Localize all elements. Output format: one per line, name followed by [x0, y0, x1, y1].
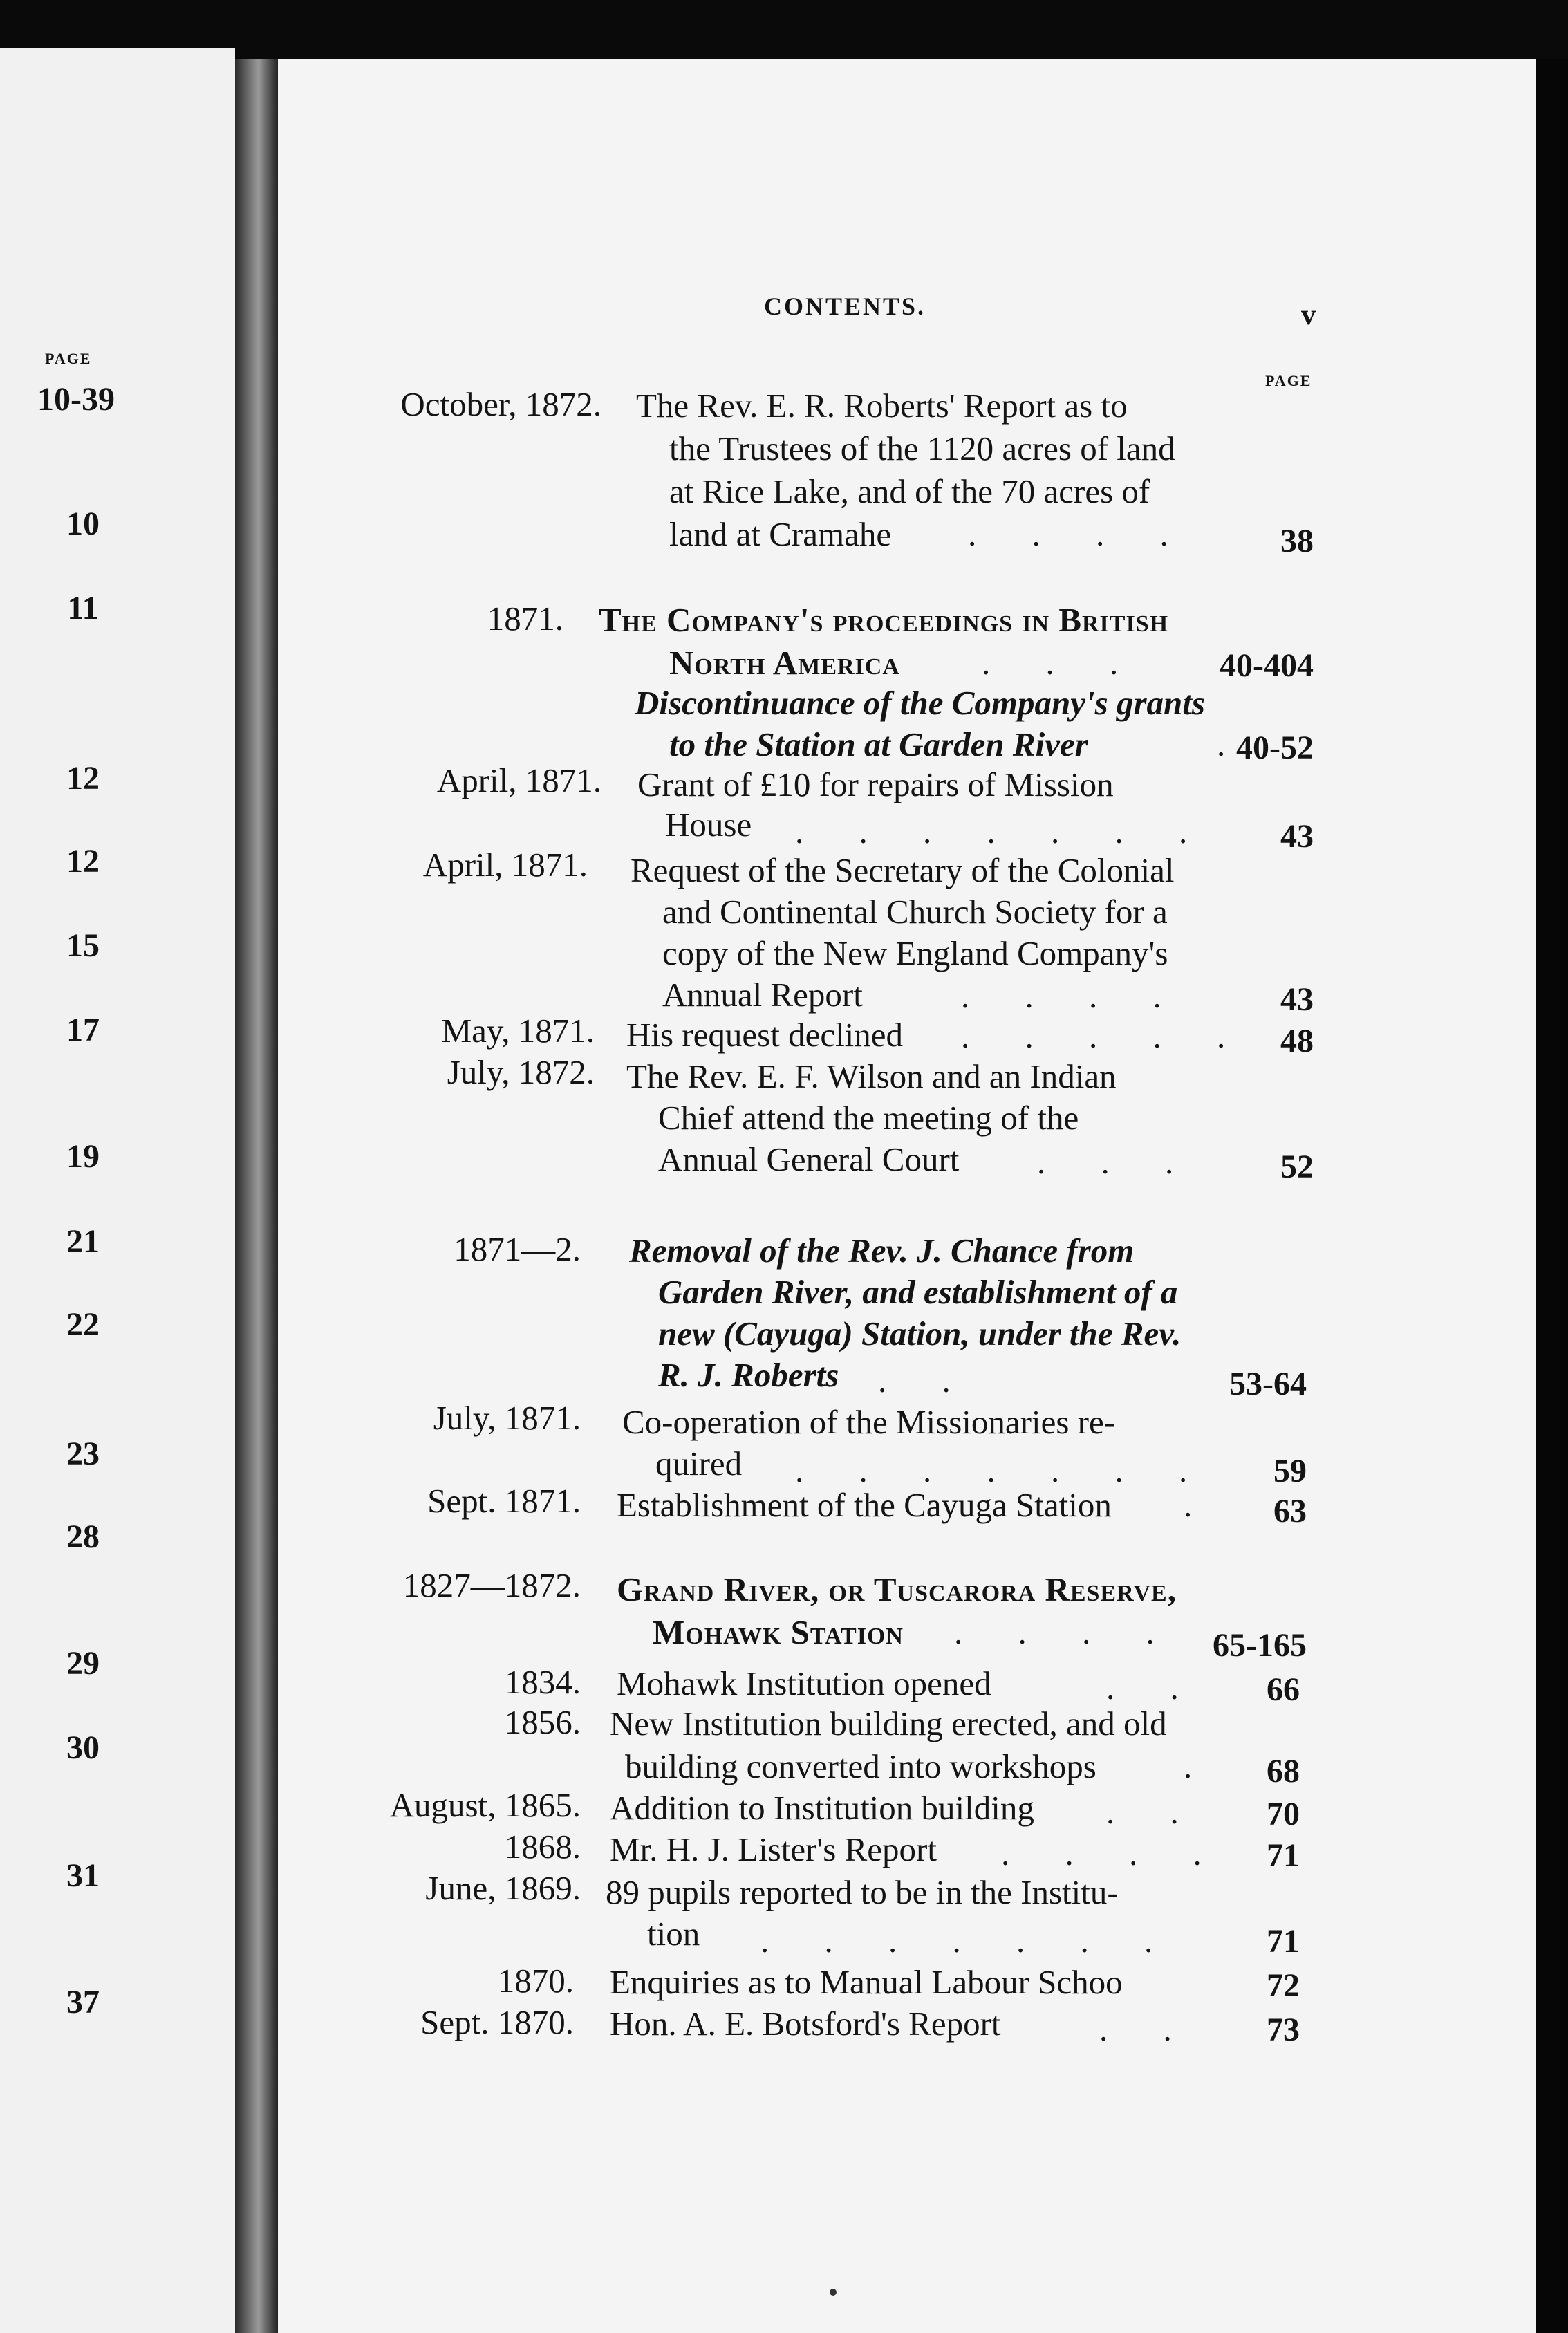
- entry-page-number: 65-165: [1213, 1627, 1307, 1664]
- left-page-number: 19: [66, 1138, 100, 1175]
- entry-date: 1856.: [504, 1703, 581, 1741]
- left-page-number: 17: [66, 1012, 100, 1048]
- page-speck: [830, 2289, 837, 2296]
- entry-date: 1834.: [504, 1663, 581, 1701]
- entry-description-line: His request declined: [626, 1016, 904, 1054]
- entry-date: July, 1871.: [433, 1399, 581, 1437]
- entry-page-number: 40-52: [1236, 729, 1314, 766]
- entry-section-heading: The Company's proceedings in British: [599, 601, 1169, 639]
- entry-description-line: The Rev. E. R. Roberts' Report as to: [636, 387, 1128, 425]
- dot-leader: . . . . . . .: [795, 1451, 1211, 1489]
- entry-date: 1827—1872.: [402, 1566, 581, 1604]
- dot-leader: . . . . .: [961, 1017, 1249, 1055]
- left-page-number: 11: [67, 590, 99, 626]
- page-number-roman: v: [1301, 299, 1316, 331]
- entry-date: August, 1865.: [389, 1786, 581, 1824]
- dot-leader: . . .: [1037, 1143, 1197, 1181]
- page-title: CONTENTS.: [764, 292, 926, 320]
- entry-description-line: Chief attend the meeting of the: [658, 1099, 1079, 1137]
- left-page-number: 22: [66, 1306, 100, 1343]
- entry-page-number: 52: [1280, 1149, 1314, 1185]
- dot-leader: . . . .: [1001, 1834, 1225, 1872]
- entry-page-number: 72: [1267, 1967, 1300, 2004]
- entry-date: Sept. 1870.: [420, 2003, 574, 2041]
- dot-leader: . . . .: [961, 977, 1185, 1015]
- entry-description-line: Establishment of the Cayuga Station: [617, 1486, 1112, 1524]
- left-page-number: 31: [66, 1857, 100, 1894]
- entry-description-line: Grant of £10 for repairs of Mission: [637, 765, 1114, 803]
- dot-leader: .: [1184, 1486, 1193, 1524]
- entry-section-heading: Mohawk Station: [653, 1613, 904, 1651]
- left-page-number: 15: [66, 927, 100, 964]
- entry-description-line: tion: [647, 1915, 700, 1953]
- left-page-number: 10-39: [37, 381, 115, 418]
- entry-page-number: 68: [1267, 1753, 1300, 1790]
- entry-description-line: quired: [655, 1444, 743, 1482]
- entry-description-line: Co-operation of the Missionaries re-: [622, 1403, 1116, 1441]
- left-page-number: 23: [66, 1435, 100, 1472]
- entry-description-line: Enquiries as to Manual Labour Schoo: [610, 1963, 1123, 2001]
- entry-page-number: 71: [1267, 1837, 1300, 1874]
- entry-description-line: at Rice Lake, and of the 70 acres of: [669, 472, 1150, 510]
- entry-date: October, 1872.: [400, 385, 601, 423]
- entry-date: 1871—2.: [454, 1230, 581, 1268]
- entry-subheading: R. J. Roberts: [658, 1356, 839, 1394]
- entry-page-number: 48: [1280, 1023, 1314, 1059]
- dot-leader: . .: [1099, 2010, 1195, 2048]
- entry-date: April, 1871.: [422, 846, 588, 884]
- page-column-label: PAGE: [1265, 372, 1312, 389]
- dot-leader: . .: [1106, 1793, 1202, 1831]
- entry-page-number: 38: [1280, 523, 1314, 559]
- entry-description-line: and Continental Church Society for a: [662, 893, 1168, 931]
- dot-leader: . . . .: [954, 1613, 1178, 1651]
- entry-description-line: Annual General Court: [658, 1140, 960, 1178]
- left-page-number: 21: [66, 1223, 100, 1260]
- entry-page-number: 70: [1267, 1796, 1300, 1832]
- entry-date: Sept. 1871.: [427, 1482, 581, 1520]
- entry-date: 1868.: [504, 1828, 581, 1866]
- left-page-number: 30: [66, 1729, 100, 1766]
- entry-description-line: 89 pupils reported to be in the Institu-: [606, 1873, 1119, 1911]
- dot-leader: . . .: [982, 644, 1142, 682]
- entry-page-number: 53-64: [1229, 1366, 1307, 1402]
- entry-date: June, 1869.: [425, 1869, 581, 1907]
- book-spine: [235, 59, 278, 2333]
- entry-page-number: 59: [1273, 1453, 1307, 1489]
- dot-leader: . . . . . . .: [760, 1922, 1177, 1960]
- left-page-number: 37: [66, 1984, 100, 2020]
- entry-description-line: the Trustees of the 1120 acres of land: [669, 429, 1175, 467]
- entry-description-line: Mohawk Institution opened: [617, 1664, 991, 1702]
- entry-description-line: The Rev. E. F. Wilson and an Indian: [626, 1057, 1117, 1095]
- left-page-number: 12: [66, 843, 100, 880]
- left-page-number: 29: [66, 1645, 100, 1682]
- entry-page-number: 43: [1280, 818, 1314, 855]
- dot-leader: . .: [878, 1361, 974, 1400]
- entry-page-number: 63: [1273, 1493, 1307, 1530]
- entry-description-line: land at Cramahe: [669, 515, 892, 553]
- entry-section-heading: Grand River, or Tuscarora Reserve,: [617, 1570, 1177, 1608]
- entry-page-number: 43: [1280, 981, 1314, 1018]
- entry-date: 1870.: [497, 1962, 574, 2000]
- dot-leader: .: [1217, 725, 1226, 763]
- entry-subheading: new (Cayuga) Station, under the Rev.: [658, 1314, 1182, 1353]
- entry-date: 1871.: [487, 599, 563, 638]
- left-page-header-label: PAGE: [45, 350, 92, 367]
- entry-description-line: copy of the New England Company's: [662, 934, 1168, 972]
- entry-subheading: Removal of the Rev. J. Chance from: [629, 1231, 1135, 1270]
- entry-description-line: Addition to Institution building: [610, 1789, 1034, 1827]
- page-edge-shadow: [1536, 59, 1568, 2333]
- entry-section-heading: North America: [669, 644, 900, 682]
- entry-description-line: House: [665, 806, 752, 844]
- entry-description-line: Hon. A. E. Botsford's Report: [610, 2005, 1001, 2043]
- entry-subheading: Discontinuance of the Company's grants: [635, 684, 1205, 722]
- entry-page-number: 73: [1267, 2011, 1300, 2048]
- entry-page-number: 71: [1267, 1923, 1300, 1960]
- dot-leader: .: [1184, 1747, 1193, 1785]
- entry-page-number: 66: [1267, 1671, 1300, 1708]
- left-page-number: 12: [66, 760, 100, 797]
- entry-date: July, 1872.: [447, 1053, 595, 1091]
- entry-description-line: Request of the Secretary of the Colonial: [631, 851, 1175, 889]
- entry-subheading: to the Station at Garden River: [669, 725, 1088, 763]
- dot-leader: . . . .: [968, 515, 1192, 553]
- dot-leader: . . . . . . .: [795, 812, 1211, 851]
- entry-date: April, 1871.: [436, 761, 601, 799]
- entry-date: May, 1871.: [441, 1012, 595, 1050]
- left-page-number: 28: [66, 1518, 100, 1555]
- entry-description-line: Mr. H. J. Lister's Report: [610, 1830, 937, 1868]
- dot-leader: . .: [1106, 1669, 1202, 1707]
- entry-subheading: Garden River, and establishment of a: [658, 1273, 1178, 1311]
- entry-description-line: Annual Report: [662, 976, 863, 1014]
- left-page-number: 10: [66, 505, 100, 542]
- entry-description-line: building converted into workshops: [625, 1747, 1096, 1785]
- entry-description-line: New Institution building erected, and old: [610, 1704, 1167, 1742]
- entry-page-number: 40-404: [1220, 647, 1314, 684]
